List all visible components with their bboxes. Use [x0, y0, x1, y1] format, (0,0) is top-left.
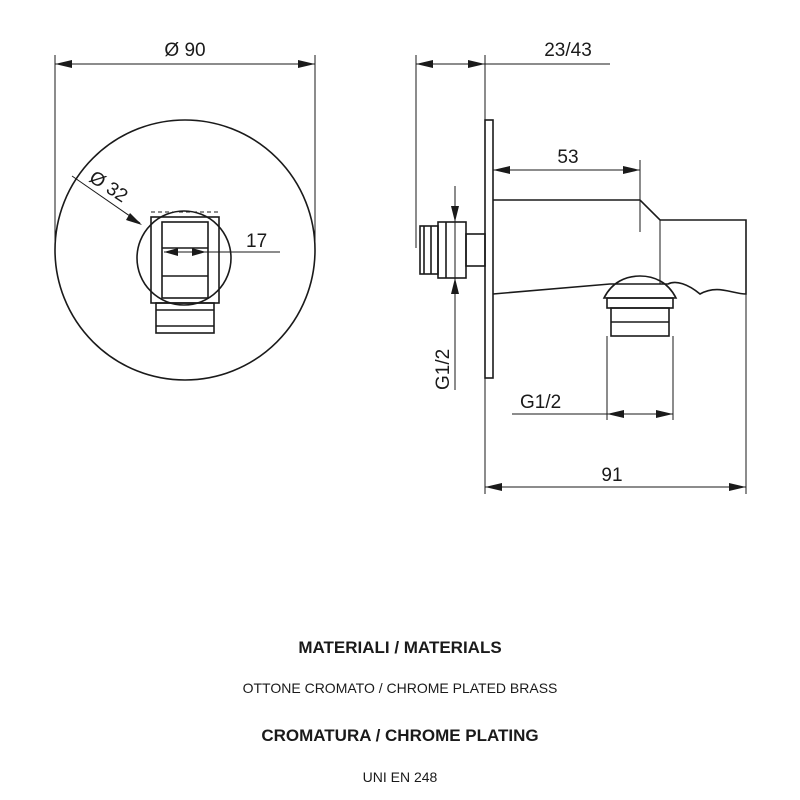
wall-plate-side — [485, 120, 493, 378]
front-view — [55, 40, 315, 380]
outlet-arm — [493, 200, 746, 294]
inlet-thread-label: G1/2 — [433, 348, 454, 390]
plating-text: UNI EN 248 — [362, 769, 438, 785]
hex-width-label: 17 — [246, 231, 268, 252]
depth-label: 23/43 — [544, 40, 592, 61]
plating-heading: CROMATURA / CHROME PLATING — [261, 726, 539, 745]
overall-length-label: 91 — [601, 465, 623, 486]
side-view — [416, 40, 746, 494]
outlet-diameter-label: Ø 32 — [85, 167, 132, 208]
arm-length-label: 53 — [557, 147, 579, 168]
outlet-thread-label: G1/2 — [520, 392, 562, 413]
plate-diameter-label: Ø 90 — [164, 40, 206, 61]
materials-heading: MATERIALI / MATERIALS — [298, 638, 502, 657]
materials-text: OTTONE CROMATO / CHROME PLATED BRASS — [242, 680, 558, 696]
wall-plate-circle — [55, 120, 315, 380]
